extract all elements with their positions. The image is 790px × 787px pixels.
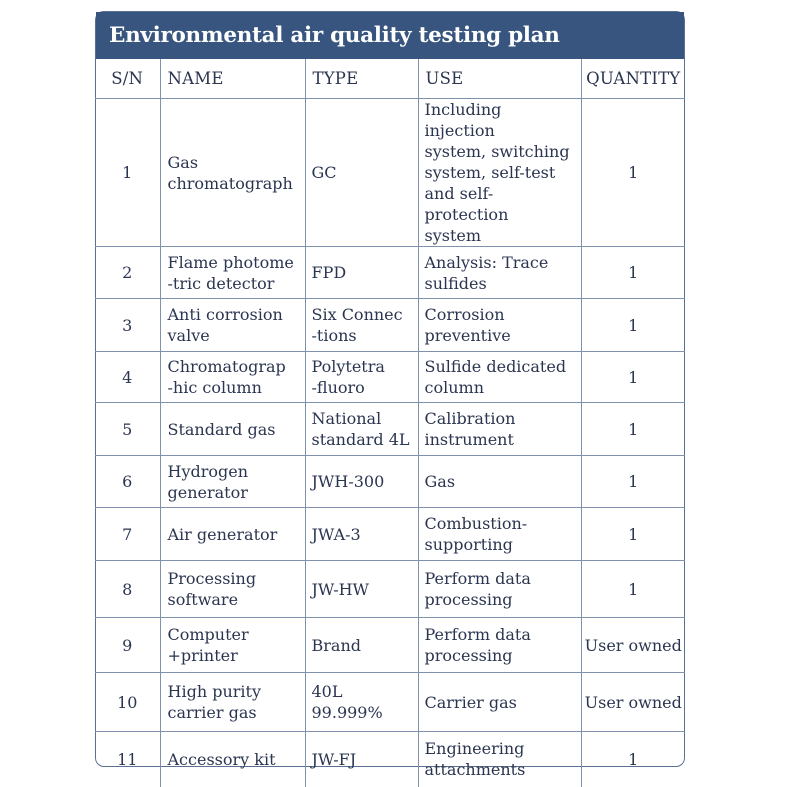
cell-sn: 1 xyxy=(95,99,160,247)
cell-name: Computer +printer xyxy=(160,618,305,673)
cell-type: National standard 4L xyxy=(305,403,418,456)
cell-sn: 9 xyxy=(95,618,160,673)
cell-sn: 7 xyxy=(95,508,160,561)
cell-name: Accessory kit xyxy=(160,732,305,787)
cell-type: FPD xyxy=(305,247,418,299)
cell-type: GC xyxy=(305,99,418,247)
cell-use: Including injection system, switching system, self-test and self-protection system xyxy=(418,99,581,247)
cell-sn: 4 xyxy=(95,352,160,403)
cell-sn: 11 xyxy=(95,732,160,787)
cell-quantity: 1 xyxy=(581,456,685,508)
testing-plan-card xyxy=(95,11,685,780)
header-row xyxy=(95,59,685,99)
cell-name: Flame photome -tric detector xyxy=(160,247,305,299)
cell-use: Carrier gas xyxy=(418,673,581,732)
column-header-use: USE xyxy=(418,59,581,99)
cell-type: Six Connec -tions xyxy=(305,299,418,352)
cell-quantity: 1 xyxy=(581,508,685,561)
cell-use: Combustion- supporting xyxy=(418,508,581,561)
cell-quantity: 1 xyxy=(581,352,685,403)
cell-type: Polytetra -fluoro xyxy=(305,352,418,403)
cell-name: Hydrogen generator xyxy=(160,456,305,508)
cell-quantity: 1 xyxy=(581,403,685,456)
cell-type: Brand xyxy=(305,618,418,673)
cell-use: Corrosion preventive xyxy=(418,299,581,352)
cell-sn: 10 xyxy=(95,673,160,732)
cell-name: Air generator xyxy=(160,508,305,561)
cell-quantity: 1 xyxy=(581,299,685,352)
column-header-name: NAME xyxy=(160,59,305,99)
cell-quantity: User owned xyxy=(581,618,685,673)
cell-sn: 3 xyxy=(95,299,160,352)
cell-use: Perform data processing xyxy=(418,618,581,673)
cell-name: Processing software xyxy=(160,561,305,618)
column-header-quantity: QUANTITY xyxy=(581,59,685,99)
cell-sn: 6 xyxy=(95,456,160,508)
cell-type: JWH-300 xyxy=(305,456,418,508)
cell-sn: 2 xyxy=(95,247,160,299)
cell-name: Gas chromatograph xyxy=(160,99,305,247)
table-row xyxy=(95,99,685,247)
cell-name: Chromatograp -hic column xyxy=(160,352,305,403)
cell-quantity: 1 xyxy=(581,247,685,299)
table-row xyxy=(95,352,685,403)
table-row xyxy=(95,732,685,787)
cell-use: Analysis: Trace sulfides xyxy=(418,247,581,299)
cell-quantity: 1 xyxy=(581,99,685,247)
cell-sn: 8 xyxy=(95,561,160,618)
table-row xyxy=(95,247,685,299)
table-row xyxy=(95,561,685,618)
table-row xyxy=(95,456,685,508)
cell-quantity: 1 xyxy=(581,732,685,787)
cell-type: 40L 99.999% xyxy=(305,673,418,732)
cell-use: Sulfide dedicated column xyxy=(418,352,581,403)
cell-use: Perform data processing xyxy=(418,561,581,618)
table-row xyxy=(95,508,685,561)
cell-use: Engineering attachments xyxy=(418,732,581,787)
cell-quantity: User owned xyxy=(581,673,685,732)
table-row xyxy=(95,673,685,732)
cell-name: Standard gas xyxy=(160,403,305,456)
table-row xyxy=(95,618,685,673)
cell-name: Anti corrosion valve xyxy=(160,299,305,352)
table-title: Environmental air quality testing plan xyxy=(96,12,684,59)
cell-type: JW-HW xyxy=(305,561,418,618)
cell-use: Gas xyxy=(418,456,581,508)
cell-name: High purity carrier gas xyxy=(160,673,305,732)
equipment-table xyxy=(95,59,685,787)
cell-use: Calibration instrument xyxy=(418,403,581,456)
cell-sn: 5 xyxy=(95,403,160,456)
cell-type: JWA-3 xyxy=(305,508,418,561)
cell-type: JW-FJ xyxy=(305,732,418,787)
table-row xyxy=(95,299,685,352)
column-header-type: TYPE xyxy=(305,59,418,99)
cell-quantity: 1 xyxy=(581,561,685,618)
table-row xyxy=(95,403,685,456)
column-header-sn: S/N xyxy=(95,59,160,99)
